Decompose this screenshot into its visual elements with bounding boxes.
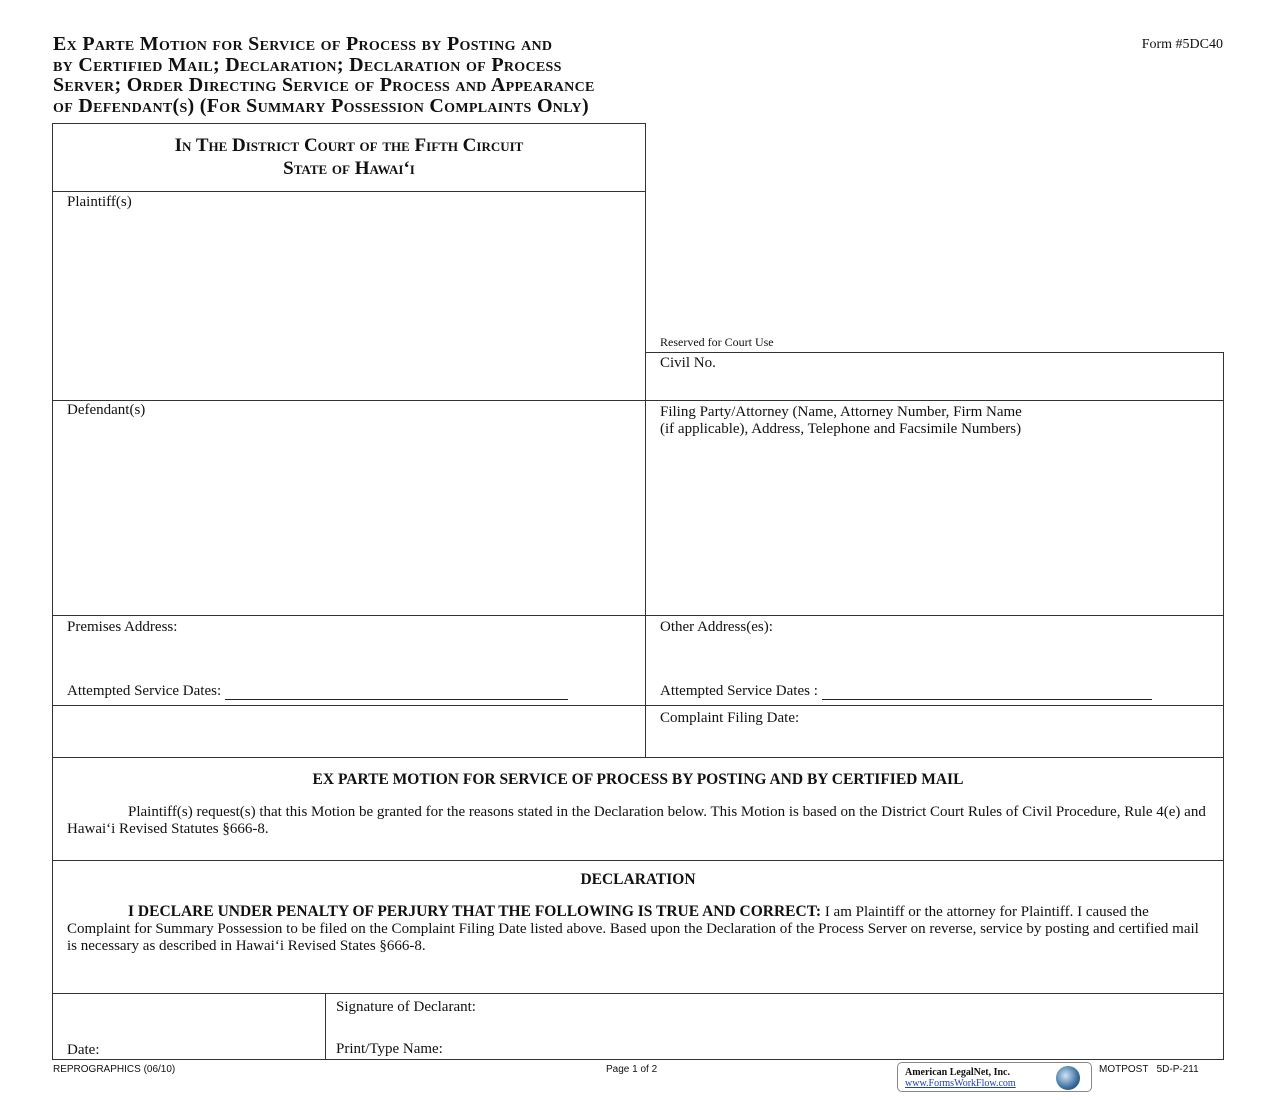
motion-section (52, 757, 1224, 861)
logo-name: American LegalNet, Inc. (905, 1067, 1010, 1078)
form-title (53, 34, 595, 116)
defendants-label: Defendant(s) (67, 402, 146, 418)
declaration-section (52, 860, 1224, 994)
title-line: by Certified Mail; Declaration; Declaration of Process (53, 53, 562, 76)
complaint-date-label: Complaint Filing Date: (660, 710, 800, 726)
title-line: of Defendant(s) (For Summary Possession Complaints Only) (53, 94, 589, 117)
filing-party-field[interactable] (645, 400, 1224, 616)
signature-field[interactable] (325, 993, 1224, 1060)
logo-url[interactable]: www.FormsWorkFlow.com (905, 1078, 1016, 1089)
court-name: In The District Court of the Fifth Circuit (174, 135, 524, 156)
attempted-dates-label: Attempted Service Dates : (660, 683, 818, 699)
civil-no-label: Civil No. (660, 355, 716, 371)
filing-party-label: Filing Party/Attorney (Name, Attorney Number, Firm Name (660, 404, 1022, 420)
blank-field (52, 705, 646, 758)
civil-no-field[interactable] (645, 352, 1224, 401)
attempted-dates-input[interactable] (822, 685, 1152, 700)
declaration-heading: DECLARATION (580, 871, 696, 888)
motion-text: Plaintiff(s) request(s) that this Motion be granted for the reasons stated in the Declaration below. This Motion is based on the District Court Rules of Civil Procedure, Rule 4(e) and Hawai‘i Revised Statutes §666-8. (67, 804, 1206, 837)
court-caption (52, 123, 646, 192)
defendants-field[interactable] (52, 400, 646, 616)
date-label: Date: (67, 1042, 100, 1058)
premises-address-field[interactable] (52, 615, 646, 706)
footer-page-number: Page 1 of 2 (606, 1064, 658, 1075)
attempted-dates-right (660, 683, 1152, 700)
title-line: Ex Parte Motion for Service of Process by Posting and (53, 33, 553, 55)
filing-party-label-2: (if applicable), Address, Telephone and Facsimile Numbers) (660, 421, 1022, 437)
declaration-body: I am Plaintiff or the attorney for Plaintiff. I caused the Complaint for Summary Possession to be filed on the Complaint Filing Date listed above. Based upon the Declaration of the Process Server on reverse, service by posting and certified mail is necessary as described in Hawai‘i Revised States §666-8. (67, 904, 1199, 954)
other-address-field[interactable] (645, 615, 1224, 706)
reserved-label: Reserved for Court Use (660, 335, 774, 349)
complaint-date-field[interactable] (645, 705, 1224, 758)
other-address-label: Other Address(es): (660, 619, 773, 635)
premises-label: Premises Address: (67, 619, 178, 635)
attempted-dates-left (67, 683, 568, 700)
footer-reprographics: REPROGRAPHICS (06/10) (53, 1064, 176, 1075)
title-line: Server; Order Directing Service of Process and Appearance (53, 74, 595, 96)
declaration-bold: I DECLARE UNDER PENALTY OF PERJURY THAT THE FOLLOWING IS TRUE AND CORRECT: (128, 903, 822, 920)
declaration-text (67, 903, 1209, 955)
form-number: Form #5DC40 (1141, 37, 1223, 52)
print-name-label: Print/Type Name: (336, 1041, 443, 1057)
court-state: State of Hawai‘i (283, 158, 415, 179)
date-field[interactable] (52, 993, 326, 1060)
signature-label: Signature of Declarant: (336, 999, 476, 1015)
plaintiffs-label: Plaintiff(s) (67, 194, 132, 210)
american-legalnet-logo[interactable] (897, 1062, 1092, 1092)
motion-heading: EX PARTE MOTION FOR SERVICE OF PROCESS BY POSTING AND BY CERTIFIED MAIL (312, 771, 964, 788)
plaintiffs-field[interactable] (52, 191, 646, 401)
globe-icon (1056, 1066, 1080, 1090)
footer-form-code: MOTPOST 5D-P-211 (1099, 1064, 1199, 1075)
attempted-dates-label: Attempted Service Dates: (67, 683, 222, 699)
attempted-dates-input[interactable] (225, 685, 568, 700)
